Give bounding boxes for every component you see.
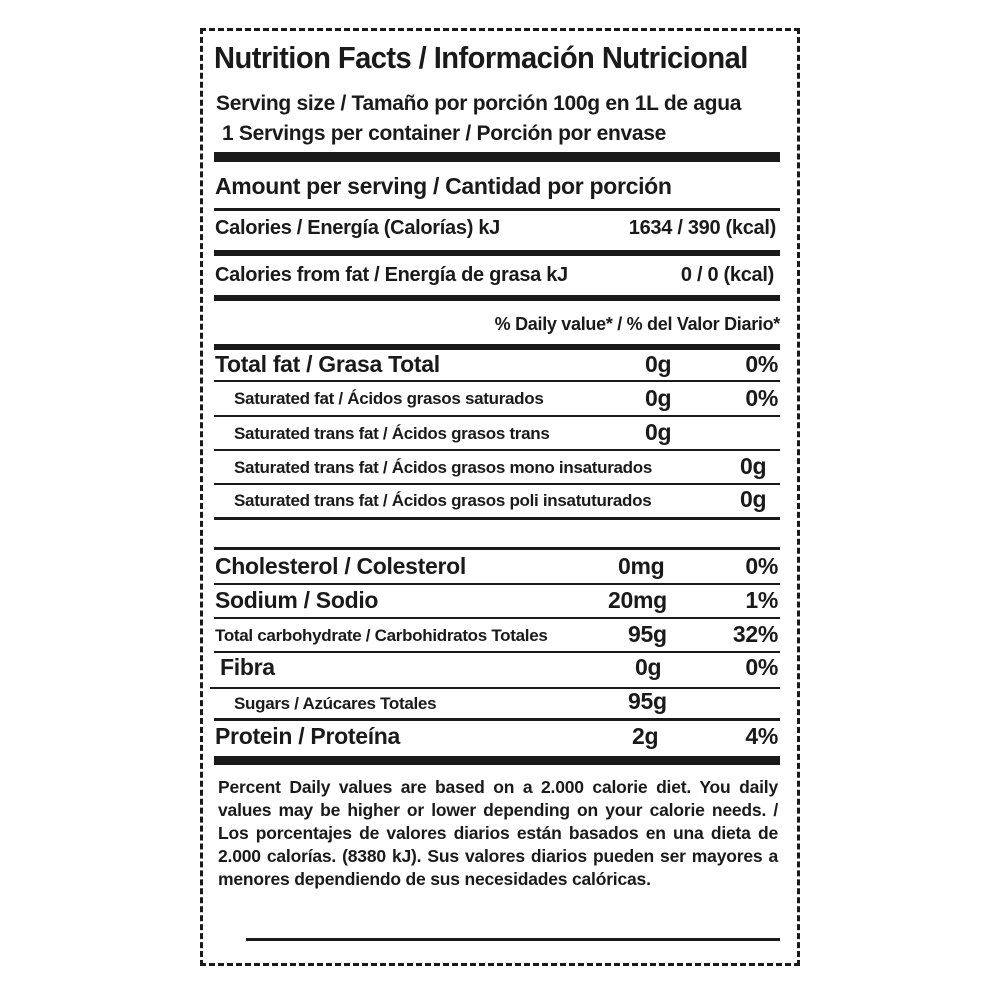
nutrient-label: Saturated trans fat / Ácidos grasos poli insatuturados bbox=[234, 491, 652, 510]
nutrient-label: Saturated trans fat / Ácidos grasos mono insaturados bbox=[234, 458, 652, 477]
calories-value: 1634 / 390 (kcal) bbox=[628, 217, 776, 239]
label-title: Nutrition Facts / Información Nutricional bbox=[214, 40, 748, 75]
bottom-divider bbox=[246, 938, 780, 941]
nutrient-amount: 95g bbox=[628, 688, 667, 714]
nutrient-dv: 0% bbox=[745, 654, 778, 680]
divider bbox=[214, 208, 780, 211]
calories-fat-value: 0 / 0 (kcal) bbox=[680, 264, 774, 286]
divider bbox=[214, 651, 780, 653]
nutrient-amount: 0g bbox=[645, 351, 672, 377]
divider bbox=[214, 617, 780, 619]
nutrient-label: Saturated trans fat / Ácidos grasos trans bbox=[234, 424, 550, 443]
thick-divider bbox=[214, 756, 780, 765]
nutrient-dv: 32% bbox=[732, 621, 778, 647]
serving-size: Serving size / Tamaño por porción 100g en 1L de agua bbox=[216, 92, 742, 115]
divider bbox=[214, 583, 780, 585]
nutrient-amount: 0g bbox=[740, 453, 767, 479]
divider bbox=[214, 517, 780, 520]
nutrient-dv: 1% bbox=[745, 587, 778, 613]
nutrient-label: Sodium / Sodio bbox=[215, 587, 379, 613]
nutrient-label: Saturated fat / Ácidos grasos saturados bbox=[234, 389, 544, 408]
nutrient-amount: 0mg bbox=[618, 553, 665, 579]
divider bbox=[210, 687, 780, 689]
nutrient-amount: 20mg bbox=[608, 587, 667, 613]
divider bbox=[214, 344, 780, 350]
nutrient-label: Cholesterol / Colesterol bbox=[215, 553, 466, 579]
nutrient-dv: 0% bbox=[745, 553, 778, 579]
calories-label: Calories / Energía (Calorías) kJ bbox=[215, 217, 500, 239]
divider bbox=[214, 449, 780, 451]
nutrient-dv: 0% bbox=[745, 385, 778, 411]
daily-value-header: % Daily value* / % del Valor Diario* bbox=[494, 314, 780, 334]
nutrient-label: Total carbohydrate / Carbohidratos Totales bbox=[215, 626, 548, 645]
nutrient-amount: 2g bbox=[632, 723, 659, 749]
nutrient-amount: 0g bbox=[645, 419, 672, 445]
divider bbox=[214, 415, 780, 417]
divider bbox=[214, 483, 780, 485]
nutrient-amount: 95g bbox=[628, 621, 667, 647]
footnote: Percent Daily values are based on a 2.000 calorie diet. You daily values may be higher or lower depending on your calorie needs. / Los porcentajes de valores diarios están basados en una dieta de 2.000 calorías. (8380 kJ). Sus valores diarios pueden ser mayores a menores dependiendo de sus necesidades calóricas. bbox=[218, 777, 778, 889]
nutrient-label: Sugars / Azúcares Totales bbox=[234, 694, 437, 713]
nutrient-dv: 4% bbox=[745, 723, 778, 749]
nutrient-label: Fibra bbox=[220, 654, 275, 680]
nutrient-amount: 0g bbox=[635, 654, 662, 680]
divider bbox=[214, 718, 780, 721]
calories-fat-label: Calories from fat / Energía de grasa kJ bbox=[215, 264, 568, 286]
nutrient-label: Total fat / Grasa Total bbox=[215, 351, 440, 377]
nutrient-amount: 0g bbox=[645, 385, 672, 411]
thick-divider bbox=[214, 152, 780, 162]
divider bbox=[214, 250, 780, 256]
servings-per-container: 1 Servings per container / Porción por envase bbox=[222, 122, 666, 145]
divider bbox=[214, 547, 780, 550]
divider bbox=[214, 380, 780, 382]
nutrient-dv: 0% bbox=[745, 351, 778, 377]
nutrient-label: Protein / Proteína bbox=[215, 723, 401, 749]
divider bbox=[214, 295, 780, 301]
amount-per-serving-header: Amount per serving / Cantidad por porción bbox=[215, 173, 672, 199]
nutrient-amount: 0g bbox=[740, 486, 767, 512]
